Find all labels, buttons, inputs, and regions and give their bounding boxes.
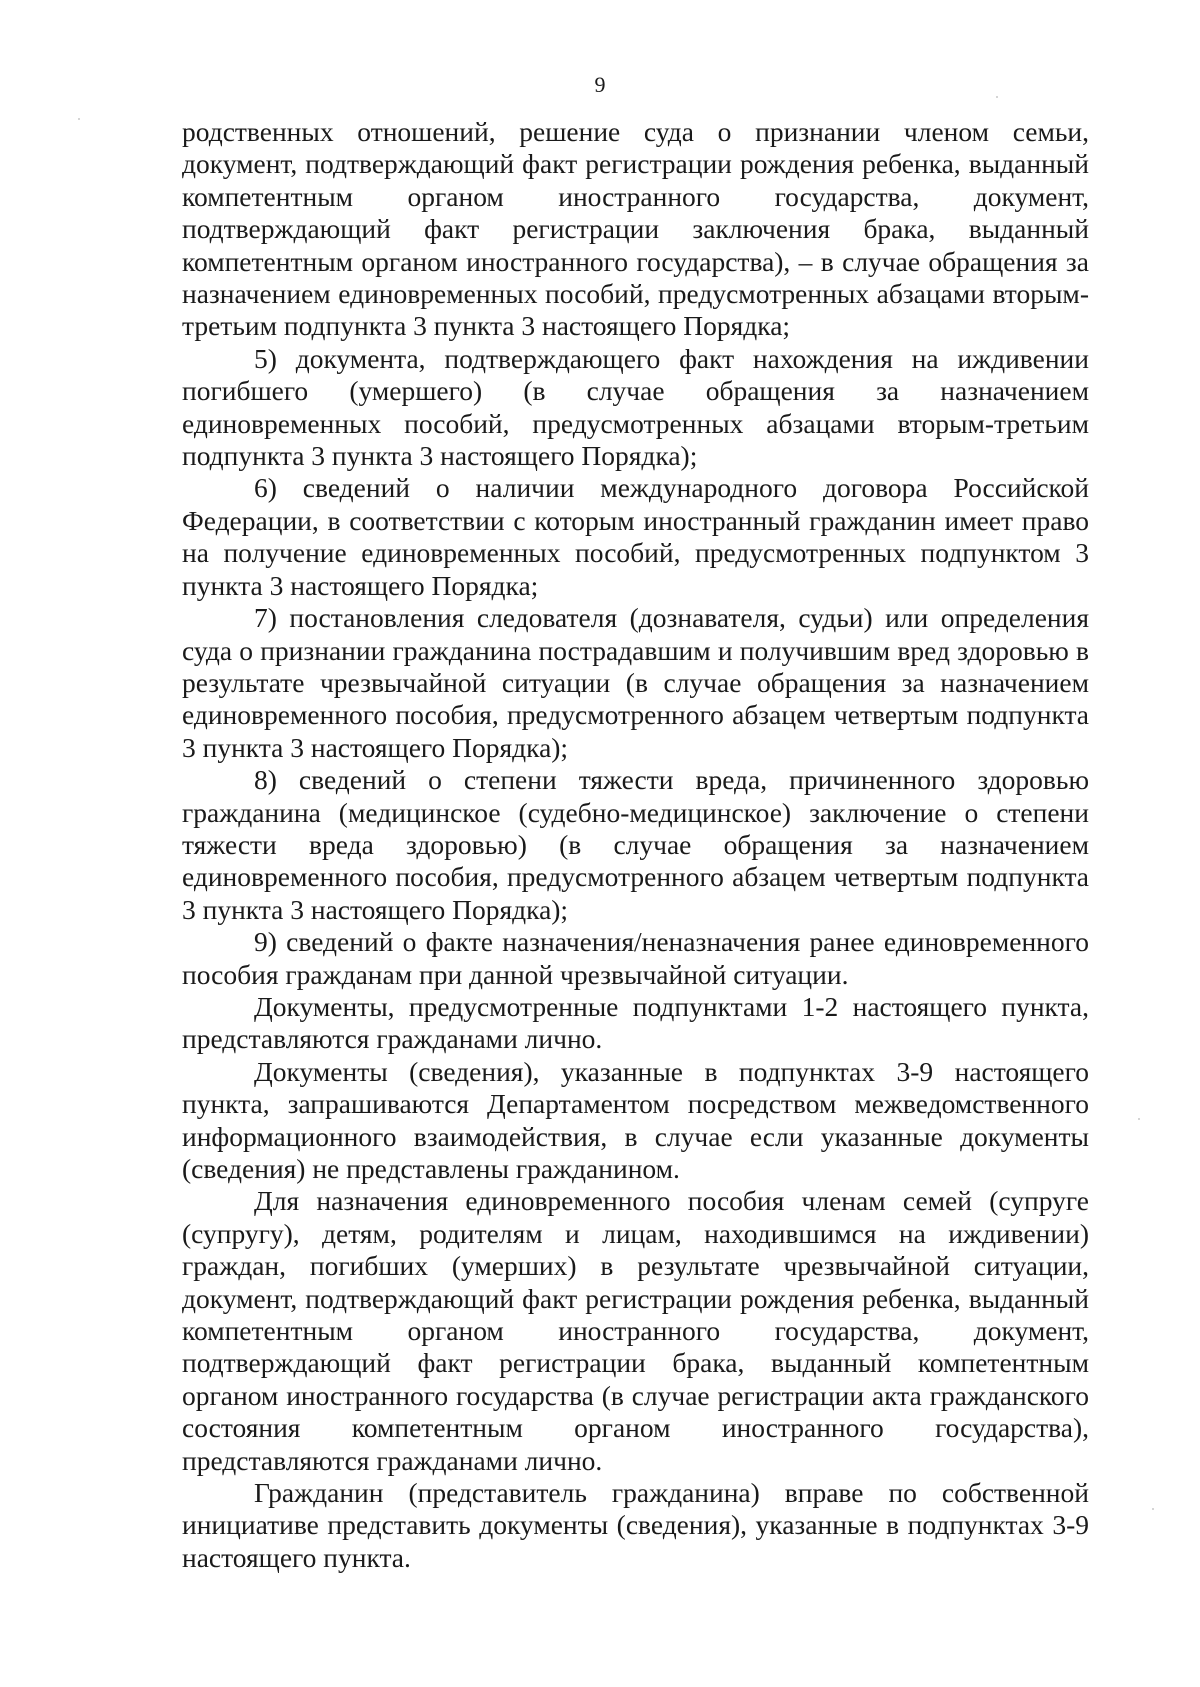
paragraph-item-6: 6) сведений о наличии международного договора Российской Федерации, в соответствии с которым иностранный гражданин имеет право на получение единовременных пособий, предусмотренных подпунктом 3 пункта 3 настоящего Порядка;: [182, 472, 1089, 601]
page-number: 9: [594, 72, 606, 97]
paragraph-own-initiative: Гражданин (представитель гражданина) вправе по собственной инициативе представить документы (сведения), указанные в подпунктах 3-9 настоящего пункта.: [182, 1477, 1089, 1573]
scan-speck: [1138, 1118, 1140, 1120]
scan-speck: [1152, 1508, 1154, 1510]
paragraph-docs-3-9: Документы (сведения), указанные в подпунктах 3-9 настоящего пункта, запрашиваются Департаментом посредством межведомственного информационного взаимодействия, в случае если указанные документы (сведения) не представлены гражданином.: [182, 1055, 1089, 1184]
scan-speck: [996, 96, 998, 98]
scan-speck: [78, 118, 80, 120]
paragraph-item-8: 8) сведений о степени тяжести вреда, причиненного здоровью гражданина (медицинское (судебно-медицинское) заключение о степени тяжести вреда здоровью) (в случае обращения за назначением единовременного пособия, предусмотренного абзацем четвертым подпункта 3 пункта 3 настоящего Порядка);: [182, 764, 1089, 925]
paragraph-item-5: 5) документа, подтверждающего факт нахождения на иждивении погибшего (умершего) (в случае обращения за назначением единовременных пособий, предусмотренных абзацами вторым-третьим подпункта 3 пункта 3 настоящего Порядка);: [182, 342, 1089, 472]
paragraph-item-7: 7) постановления следователя (дознавателя, судьи) или определения суда о признании гражданина пострадавшим и получившим вред здоровью в результате чрезвычайной ситуации (в случае обращения за назначением единовременного пособия, предусмотренного абзацем четвертым подпункта 3 пункта 3 настоящего Порядка);: [182, 602, 1089, 763]
paragraph-item-9: 9) сведений о факте назначения/неназначения ранее единовременного пособия гражданам при данной чрезвычайной ситуации.: [182, 926, 1089, 990]
paragraph-continuation: родственных отношений, решение суда о признании членом семьи, документ, подтверждающий факт регистрации рождения ребенка, выданный компетентным органом иностранного государства, документ, подтверждающий факт регистрации заключения брака, выданный компетентным органом иностранного государства), – в случае обращения за назначением единовременных пособий, предусмотренных абзацами вторым-третьим подпункта 3 пункта 3 настоящего Порядка;: [182, 116, 1089, 342]
paragraph-docs-1-2: Документы, предусмотренные подпунктами 1-2 настоящего пункта, представляются гражданами лично.: [182, 990, 1089, 1055]
paragraph-family-members: Для назначения единовременного пособия членам семей (супруге (супругу), детям, родителям и лицам, находившимся на иждивении) граждан, погибших (умерших) в результате чрезвычайной ситуации, документ, подтверждающий факт регистрации рождения ребенка, выданный компетентным органом иностранного государства, документ, подтверждающий факт регистрации брака, выданный компетентным органом иностранного государства (в случае регистрации акта гражданского состояния компетентным органом иностранного государства), представляются гражданами лично.: [182, 1185, 1089, 1476]
document-body: [182, 116, 1089, 1574]
